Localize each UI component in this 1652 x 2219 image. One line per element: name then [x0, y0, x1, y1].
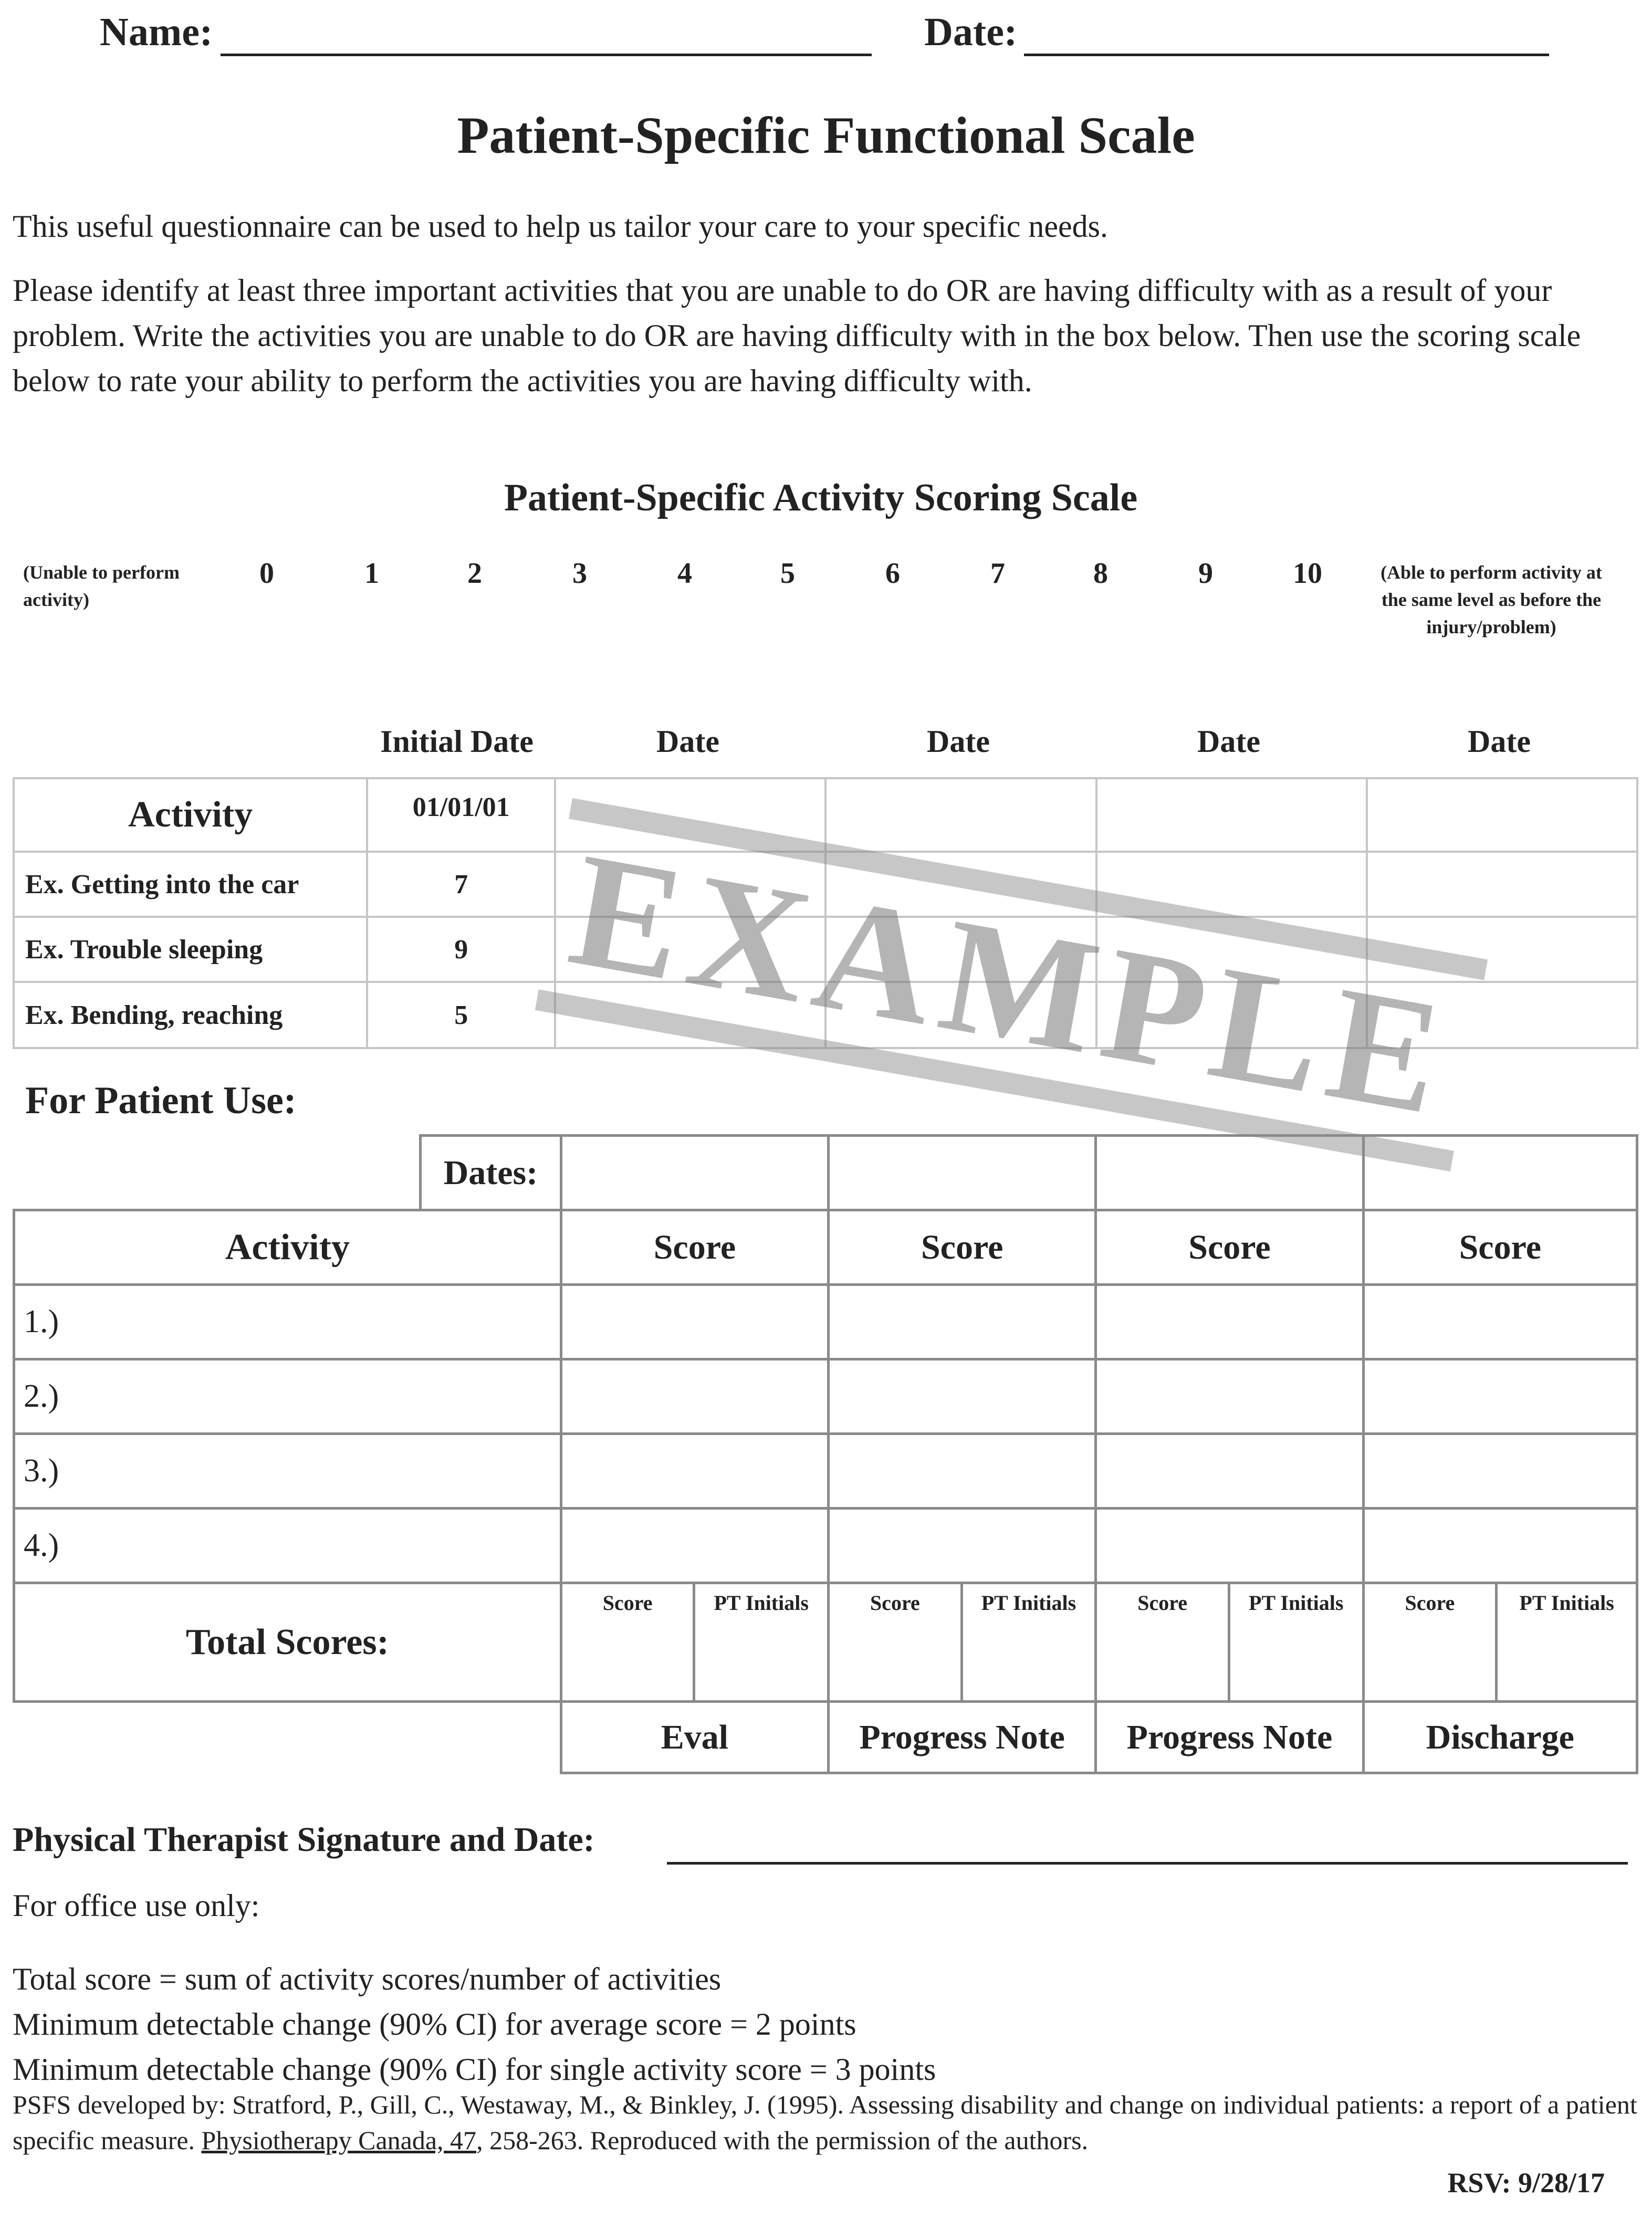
citation — [13, 2087, 1640, 2158]
pt-initials-cell[interactable]: PT Initials — [961, 1583, 1096, 1702]
total-score-formula: Total score = sum of activity scores/number of activities — [13, 1962, 722, 1996]
initial-date-header: Initial Date — [380, 724, 534, 759]
patient-use-heading: For Patient Use: — [25, 1079, 297, 1122]
scale-0: 0 — [259, 557, 274, 590]
scale-title: Patient-Specific Activity Scoring Scale — [504, 476, 1138, 519]
name-field[interactable] — [221, 54, 872, 56]
score-cell[interactable] — [561, 1434, 828, 1509]
scale-3: 3 — [572, 557, 587, 590]
pt-initials-cell[interactable]: PT Initials — [1229, 1583, 1363, 1702]
total-score-cell[interactable]: Score — [1096, 1583, 1229, 1702]
activity-row-label[interactable]: 1.) — [14, 1285, 561, 1359]
table-row — [14, 1285, 1637, 1359]
total-score-cell[interactable]: Score — [561, 1583, 694, 1702]
example-watermark: EXAMPLE — [535, 798, 1488, 1171]
date-field[interactable] — [1024, 54, 1549, 56]
scale-8: 8 — [1093, 557, 1108, 590]
total-score-cell[interactable]: Score — [829, 1583, 962, 1702]
table-row — [14, 1136, 1637, 1210]
pt-initials-cell[interactable]: PT Initials — [1497, 1583, 1637, 1702]
score-cell[interactable] — [1096, 1359, 1363, 1434]
visit-label: Progress Note — [1096, 1702, 1363, 1773]
name-label: Name: — [100, 10, 213, 54]
table-row — [14, 1509, 1637, 1583]
pt-initials-cell[interactable]: PT Initials — [694, 1583, 829, 1702]
scale-9: 9 — [1198, 557, 1213, 590]
score-cell[interactable] — [561, 1359, 828, 1434]
scale-1: 1 — [364, 557, 379, 590]
scale-4: 4 — [677, 557, 692, 590]
date-header-4: Date — [1468, 724, 1531, 759]
score-header: Score — [1096, 1210, 1363, 1285]
scale-10: 10 — [1293, 557, 1322, 590]
scale-2: 2 — [467, 557, 482, 590]
example-activity: Ex. Getting into the car — [14, 852, 367, 917]
mdc-average: Minimum detectable change (90% CI) for average score = 2 points — [13, 2007, 856, 2042]
score-cell[interactable] — [561, 1285, 828, 1359]
date-cell[interactable] — [561, 1136, 828, 1210]
intro-text: This useful questionnaire can be used to help us tailor your care to your specific needs. — [13, 209, 1109, 244]
activity-row-label[interactable]: 3.) — [14, 1434, 561, 1509]
table-row — [14, 1210, 1637, 1285]
citation-journal: Physiotherapy Canada, 47 — [201, 2126, 477, 2155]
scale-high-label: (Able to perform activity at the same level as before the injury/problem) — [1381, 562, 1602, 637]
score-cell[interactable] — [1096, 1434, 1363, 1509]
signature-label: Physical Therapist Signature and Date: — [13, 1820, 595, 1859]
date-label: Date: — [924, 10, 1018, 54]
score-cell[interactable] — [1363, 1434, 1637, 1509]
date-header-1: Date — [656, 724, 719, 759]
score-cell[interactable] — [561, 1509, 828, 1583]
instructions-text: Please identify at least three important activities that you are unable to do OR are having difficulty with as a result of your problem. Write the activities you are unable to do OR are having difficulty with in the box below. Then use the scoring scale below to rate your ability to perform the activities you are having difficulty with. — [13, 273, 1581, 398]
scale-low-label: (Unable to perform activity) — [23, 562, 180, 610]
scale-5: 5 — [780, 557, 795, 590]
score-header: Score — [1363, 1210, 1637, 1285]
table-row — [14, 1702, 1637, 1773]
example-score: 9 — [367, 917, 555, 982]
score-cell[interactable] — [829, 1509, 1096, 1583]
score-cell[interactable] — [1363, 1359, 1637, 1434]
table-row — [14, 778, 1637, 852]
activity-row-label[interactable]: 4.) — [14, 1509, 561, 1583]
activity-header: Activity — [14, 1210, 561, 1285]
score-header: Score — [829, 1210, 1096, 1285]
activity-row-label[interactable]: 2.) — [14, 1359, 561, 1434]
signature-field[interactable] — [667, 1862, 1628, 1865]
activity-header: Activity — [14, 778, 367, 852]
office-use-label: For office use only: — [13, 1888, 260, 1923]
date-cell[interactable] — [1096, 1136, 1363, 1210]
score-cell[interactable] — [1363, 1285, 1637, 1359]
scale-6: 6 — [885, 557, 900, 590]
example-score: 7 — [367, 852, 555, 917]
table-row — [14, 1434, 1637, 1509]
score-cell[interactable] — [829, 1359, 1096, 1434]
dates-label: Dates: — [421, 1136, 561, 1210]
table-row — [14, 1583, 1637, 1702]
revision-label: RSV: 9/28/17 — [1447, 2167, 1605, 2199]
initial-date-value: 01/01/01 — [367, 778, 555, 852]
scale-7: 7 — [990, 557, 1005, 590]
page-title: Patient-Specific Functional Scale — [457, 106, 1195, 164]
score-cell[interactable] — [829, 1434, 1096, 1509]
total-scores-label: Total Scores: — [14, 1583, 561, 1702]
score-header: Score — [561, 1210, 828, 1285]
date-header-3: Date — [1197, 724, 1260, 759]
total-score-cell[interactable]: Score — [1363, 1583, 1497, 1702]
mdc-single: Minimum detectable change (90% CI) for single activity score = 3 points — [13, 2052, 936, 2087]
score-cell[interactable] — [1096, 1285, 1363, 1359]
visit-label: Discharge — [1363, 1702, 1637, 1773]
citation-text: PSFS developed by: Stratford, P., Gill, C., Westaway, M., & Binkley, J. (1995). Assessing disability and change on individual patients: a report of a patient specific measure. — [13, 2090, 1637, 2155]
table-row — [14, 1359, 1637, 1434]
citation-text-end: , 258-263. Reproduced with the permission of the authors. — [476, 2126, 1089, 2155]
score-cell[interactable] — [1363, 1509, 1637, 1583]
example-activity: Ex. Trouble sleeping — [14, 917, 367, 982]
patient-table — [13, 1134, 1638, 1774]
visit-label: Progress Note — [829, 1702, 1096, 1773]
score-cell[interactable] — [829, 1285, 1096, 1359]
example-activity: Ex. Bending, reaching — [14, 982, 367, 1048]
date-cell[interactable] — [829, 1136, 1096, 1210]
date-cell[interactable] — [1363, 1136, 1637, 1210]
score-cell[interactable] — [1096, 1509, 1363, 1583]
visit-label: Eval — [561, 1702, 828, 1773]
date-header-2: Date — [927, 724, 990, 759]
example-score: 5 — [367, 982, 555, 1048]
